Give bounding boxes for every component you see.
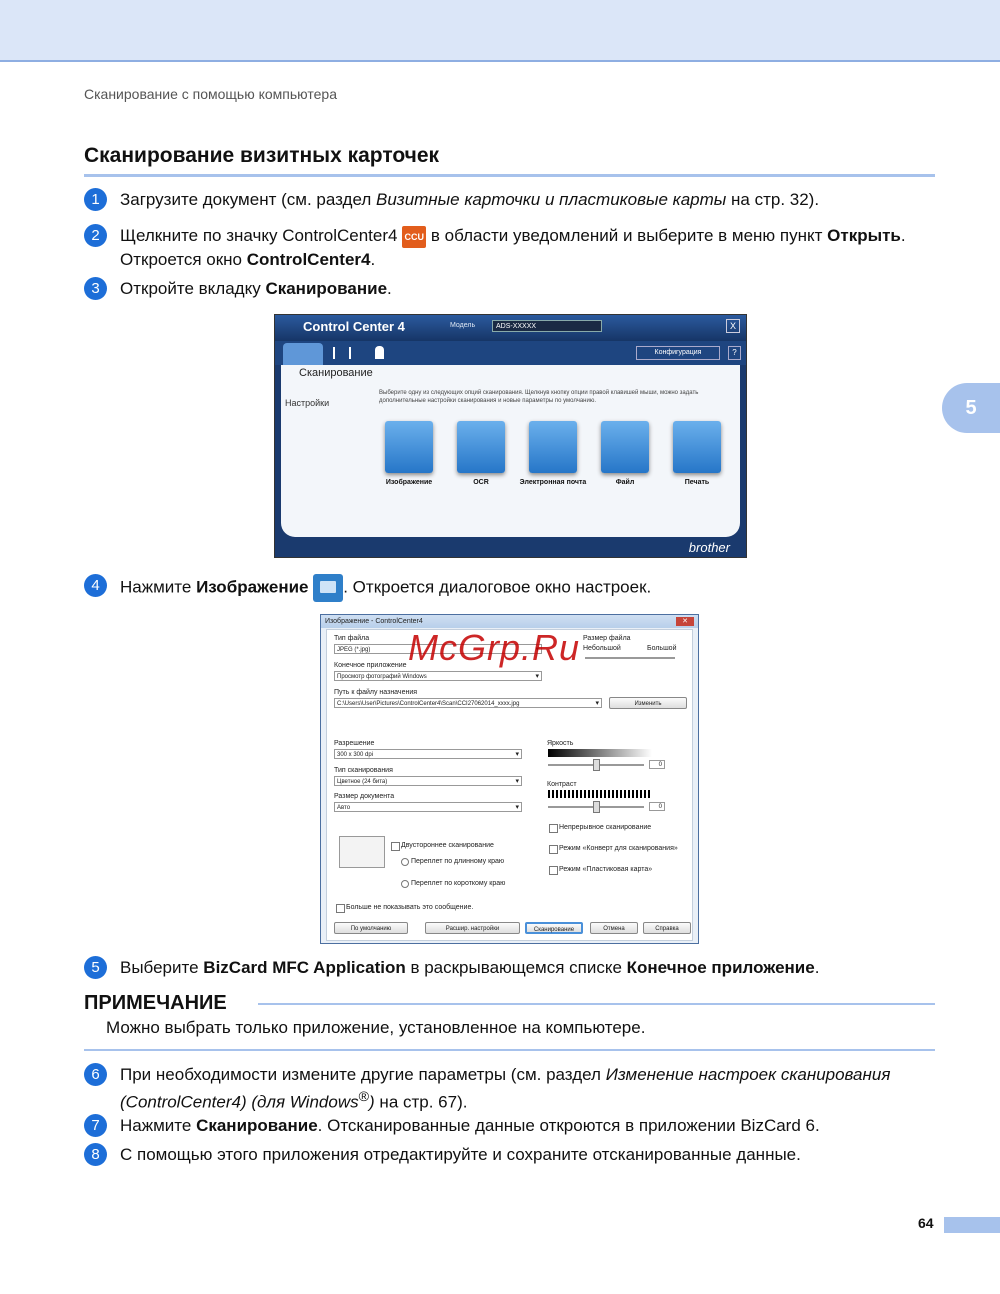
step-7	[84, 1114, 944, 1137]
step-8	[84, 1143, 944, 1166]
step-text: в области уведомлений и выберите в меню пункт	[426, 226, 828, 245]
resolution-select[interactable]: 300 x 300 dpi ▾	[334, 749, 522, 759]
panel-title: Сканирование	[299, 367, 373, 379]
tab-bar	[275, 341, 746, 365]
contrast-label: Контраст	[547, 781, 577, 788]
long-edge-label: Переплет по длинному краю	[411, 858, 505, 865]
step-text: . Отсканированные данные откроются в приложении BizCard 6.	[317, 1116, 820, 1135]
email-option-icon[interactable]	[529, 421, 577, 473]
chapter-tab: 5	[942, 383, 1000, 433]
brightness-thumb[interactable]	[593, 759, 600, 771]
advanced-settings-button[interactable]: Расшир. настройки	[425, 922, 520, 934]
step-text: С помощью этого приложения отредактируйте и сохраните отсканированные данные.	[120, 1145, 801, 1164]
target-app-select[interactable]: Просмотр фотографий Windows ▾	[334, 671, 542, 681]
plastic-card-label: Режим «Пластиковая карта»	[559, 866, 653, 873]
help-dialog-button[interactable]: Справка	[643, 922, 691, 934]
step-text: .	[900, 226, 906, 245]
image-option-icon[interactable]	[385, 421, 433, 473]
file-option-icon[interactable]	[601, 421, 649, 473]
step-text: Выберите	[120, 958, 204, 977]
step-ref: Визитные карточки и пластиковые карты	[376, 190, 727, 209]
page-bar	[944, 1217, 1000, 1233]
tab-user[interactable]	[375, 346, 384, 359]
controlcenter-window	[274, 314, 747, 558]
option-label: OCR	[473, 479, 489, 486]
step-text: на стр. 67).	[374, 1092, 468, 1112]
option-label: Файл	[615, 479, 635, 486]
contrast-value[interactable]: 0	[649, 802, 665, 811]
model-select[interactable]: ADS-XXXXX	[492, 320, 602, 332]
note-rule	[258, 1003, 935, 1005]
step-text: .	[370, 249, 376, 269]
step-bold: Открыть	[827, 226, 901, 245]
step-5	[84, 956, 944, 979]
resolution-label: Разрешение	[334, 740, 375, 747]
config-button[interactable]: Конфигурация	[636, 346, 720, 360]
step-ref: )	[369, 1092, 375, 1112]
plastic-card-checkbox[interactable]	[549, 866, 558, 875]
step-number: 2	[84, 224, 107, 247]
step-number: 3	[84, 277, 107, 300]
cancel-button[interactable]: Отмена	[590, 922, 638, 934]
option-label: Печать	[684, 479, 710, 486]
doc-size-select[interactable]: Авто ▾	[334, 802, 522, 812]
long-edge-radio[interactable]	[401, 858, 409, 866]
defaults-button[interactable]: По умолчанию	[334, 922, 408, 934]
tab-scan[interactable]	[283, 343, 323, 365]
watermark: McGrp.Ru	[408, 627, 581, 668]
size-small-label: Небольшой	[583, 645, 621, 652]
option-label: Изображение	[385, 479, 433, 486]
brightness-gradient	[548, 749, 652, 757]
step-3	[84, 277, 944, 300]
size-large-label: Большой	[647, 645, 677, 652]
model-label: Модель	[450, 322, 476, 329]
step-bold: ControlCenter4	[246, 249, 371, 269]
doc-size-label: Размер документа	[334, 793, 395, 800]
brightness-value[interactable]: 0	[649, 760, 665, 769]
step-bold: Изображение	[196, 577, 309, 597]
dialog-title: Изображение - ControlCenter4	[325, 618, 423, 625]
duplex-checkbox[interactable]	[391, 842, 400, 851]
dialog-body	[326, 629, 693, 941]
target-app-label: Конечное приложение	[334, 662, 407, 669]
file-type-label: Тип файла	[334, 635, 370, 642]
dont-show-checkbox[interactable]	[336, 904, 345, 913]
step-text: Откроется окно	[120, 249, 247, 269]
continuous-label: Непрерывное сканирование	[559, 824, 652, 831]
scan-panel	[281, 365, 740, 537]
step-ref: Изменение настроек сканирования (ControlCenter4) (для Windows	[120, 1065, 891, 1112]
step-text: Откройте вкладку	[120, 279, 266, 298]
step-bold: Конечное приложение	[626, 958, 815, 977]
step-number: 6	[84, 1063, 107, 1086]
controlcenter-tray-icon: CCU	[402, 226, 426, 248]
help-button[interactable]: ?	[728, 346, 741, 360]
step-text: Нажмите	[120, 577, 197, 597]
brightness-label: Яркость	[547, 740, 574, 747]
step-number: 1	[84, 188, 107, 211]
cc-logo: Control Center 4	[303, 319, 405, 334]
registered-mark: ®	[358, 1089, 370, 1105]
section-rule	[84, 174, 935, 177]
option-label: Электронная почта	[519, 479, 587, 486]
panel-description: Выберите одну из следующих опций сканирования. Щелкнув кнопку опции правой клавишей мыши, можно задать дополнительные настройки сканирования и новые параметры по умолчанию.	[379, 390, 699, 404]
top-band	[0, 0, 1000, 62]
dont-show-label: Больше не показывать это сообщение.	[346, 904, 474, 911]
step-text: . Откроется диалоговое окно настроек.	[343, 577, 652, 597]
scan-type-select[interactable]: Цветное (24 бита) ▾	[334, 776, 522, 786]
close-button[interactable]: X	[726, 319, 740, 333]
brother-logo: brother	[688, 540, 730, 555]
note-title: ПРИМЕЧАНИЕ	[84, 992, 227, 1014]
step-bold: Сканирование	[265, 279, 388, 298]
ocr-option-icon[interactable]	[457, 421, 505, 473]
step-1	[84, 188, 944, 211]
page-number: 64	[918, 1215, 934, 1231]
short-edge-label: Переплет по короткому краю	[411, 880, 506, 887]
settings-link[interactable]: Настройки	[285, 398, 330, 408]
duplex-preview-icon	[339, 836, 385, 868]
envelope-checkbox[interactable]	[549, 845, 558, 854]
short-edge-radio[interactable]	[401, 880, 409, 888]
change-path-button[interactable]: Изменить	[609, 697, 687, 709]
continuous-checkbox[interactable]	[549, 824, 558, 833]
step-bold: BizCard MFC Application	[203, 958, 406, 977]
step-text: Нажмите	[120, 1116, 197, 1135]
scan-type-label: Тип сканирования	[334, 767, 393, 774]
step-text: в раскрывающемся списке	[405, 958, 627, 977]
step-text: При необходимости измените другие параметры (см. раздел	[120, 1065, 606, 1084]
file-size-slider[interactable]	[585, 657, 675, 659]
file-size-label: Размер файла	[583, 635, 631, 642]
close-icon[interactable]: ✕	[676, 617, 694, 626]
scan-button[interactable]: Сканирование	[525, 922, 583, 934]
note-rule-bottom	[84, 1049, 935, 1051]
step-4	[84, 574, 944, 602]
running-header: Сканирование с помощью компьютера	[84, 86, 337, 102]
duplex-label: Двустороннее сканирование	[401, 842, 494, 849]
contrast-pattern	[548, 790, 652, 798]
step-text: на стр. 32).	[726, 190, 820, 209]
note-text: Можно выбрать только приложение, установленное на компьютере.	[106, 1018, 646, 1037]
envelope-label: Режим «Конверт для сканирования»	[559, 845, 678, 852]
step-text: .	[814, 958, 820, 977]
section-title: Сканирование визитных карточек	[84, 144, 440, 167]
file-type-select[interactable]: JPEG (*.jpg) ▾	[334, 644, 542, 654]
step-number: 7	[84, 1114, 107, 1137]
step-number: 5	[84, 956, 107, 979]
contrast-thumb[interactable]	[593, 801, 600, 813]
step-2	[84, 224, 944, 271]
tab-tools[interactable]	[333, 347, 351, 359]
step-text: Загрузите документ (см. раздел	[120, 190, 376, 209]
step-text: Щелкните по значку ControlCenter4	[120, 226, 403, 245]
step-number: 8	[84, 1143, 107, 1166]
print-option-icon[interactable]	[673, 421, 721, 473]
step-bold: Сканирование	[196, 1116, 318, 1135]
image-icon	[313, 574, 343, 602]
path-field[interactable]: C:\Users\User\Pictures\ControlCenter4\Scan\CCI27062014_xxxx.jpg ▾	[334, 698, 602, 708]
step-6	[84, 1063, 944, 1114]
step-number: 4	[84, 574, 107, 597]
step-text: .	[387, 279, 392, 298]
path-label: Путь к файлу назначения	[334, 689, 418, 696]
